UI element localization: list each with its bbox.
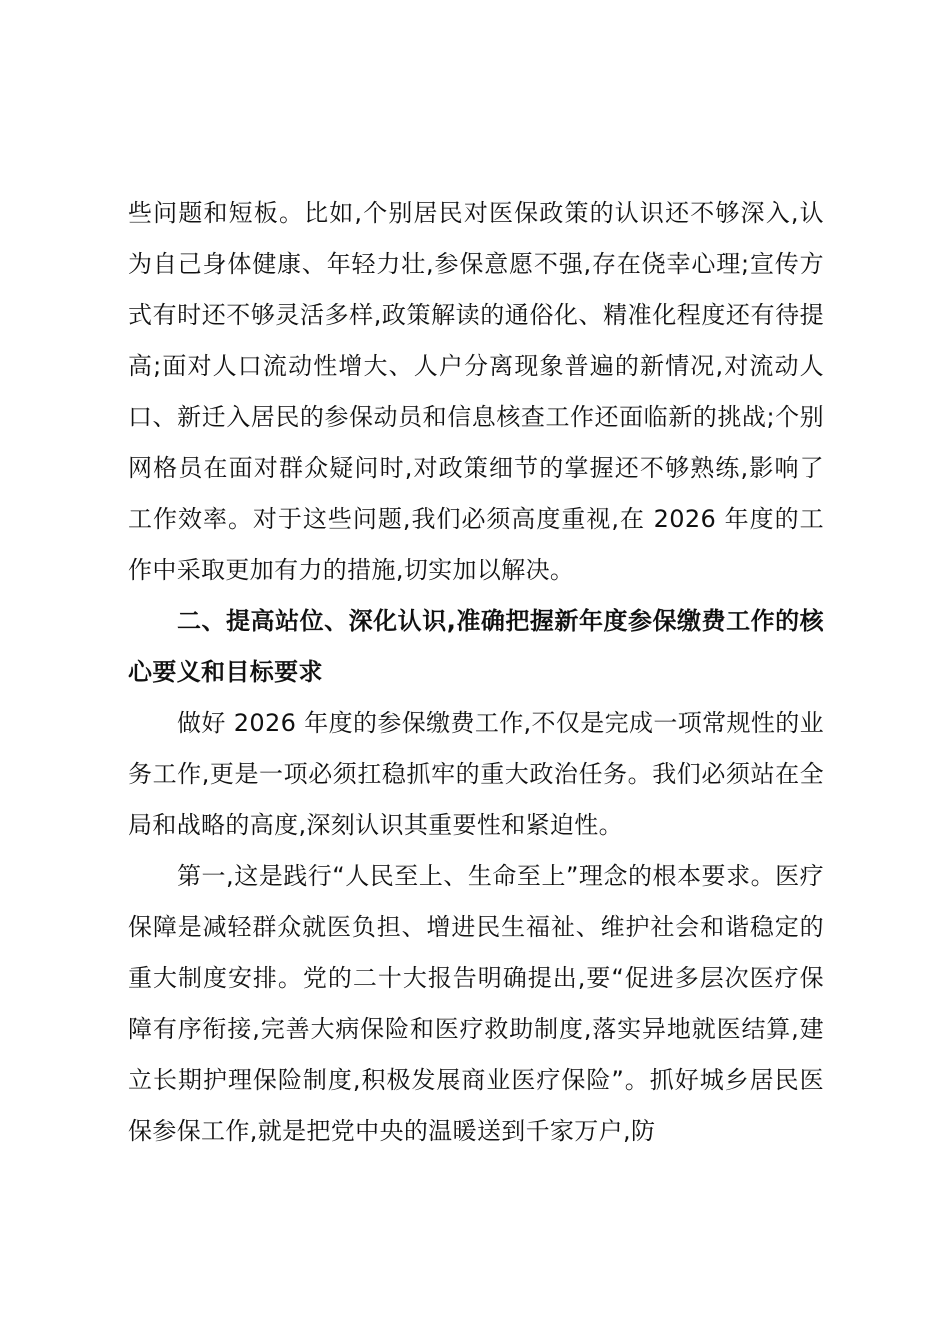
body-paragraph-continuation: 些问题和短板。比如,个别居民对医保政策的认识还不够深入,认为自己身体健康、年轻力壮,参保意愿不强,存在侥幸心理;宣传方式有时还不够灵活多样,政策解读的通俗化、精准化程度还有待提高;面对人口流动性增大、人户分离现象普遍的新情况,对流动人口、新迁入居民的参保动员和信息核查工作还面临新的挑战;个别网格员在面对群众疑问时,对政策细节的掌握还不够熟练,影响了工作效率。对于这些问题,我们必须高度重视,在 2026 年度的工作中采取更加有力的措施,切实加以解决。 bbox=[128, 199, 824, 584]
section-heading-two: 二、提高站位、深化认识,准确把握新年度参保缴费工作的核心要义和目标要求 bbox=[128, 607, 824, 686]
body-paragraph-intro: 做好 2026 年度的参保缴费工作,不仅是完成一项常规性的业务工作,更是一项必须扛稳抓牢的重大政治任务。我们必须站在全局和战略的高度,深刻认识其重要性和紧迫性。 bbox=[128, 709, 824, 839]
body-paragraph-first-point: 第一,这是践行“人民至上、生命至上”理念的根本要求。医疗保障是减轻群众就医负担、增进民生福祉、维护社会和谐稳定的重大制度安排。党的二十大报告明确提出,要“促进多层次医疗保障有序衔接,完善大病保险和医疗救助制度,落实异地就医结算,建立长期护理保险制度,积极发展商业医疗保险”。抓好城乡居民医保参保工作,就是把党中央的温暖送到千家万户,防 bbox=[128, 862, 824, 1145]
document-body bbox=[128, 188, 824, 1157]
